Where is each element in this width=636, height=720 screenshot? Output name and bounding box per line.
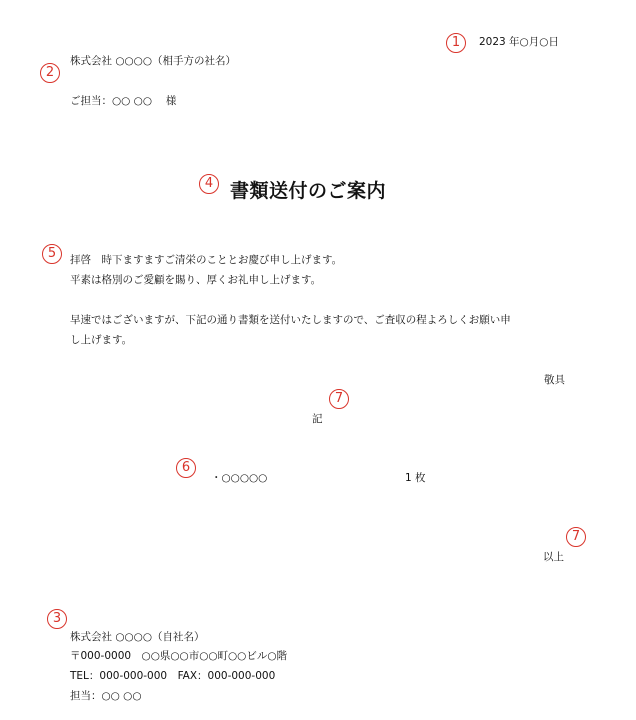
enclosed-item-quantity: 1 枚 [405,472,426,484]
main-line-2: し上げます。 [70,334,133,346]
main-line-1: 早速ではございますが、下記の通り書類を送付いたしますので、ご査収の程よろしくお願い申 [70,314,511,326]
marker-6: 6 [176,458,196,478]
marker-7-end: 7 [566,527,586,547]
greeting-line-1: 拝啓 時下ますますご清栄のこととお慶び申し上げます。 [70,254,343,266]
greeting-line-2: 平素は格別のご愛顧を賜り、厚くお礼申し上げます。 [70,274,322,286]
sender-contact: TEL：000-000-000 FAX：000-000-000 [70,670,276,682]
record-end: 以上 [543,551,564,563]
sender-address: 〒000-0000 ○○県○○市○○町○○ビル○階 [70,650,288,662]
sender-company: 株式会社 ○○○○（自社名） [70,631,205,643]
sender-person: 担当：○○ ○○ [70,690,142,702]
document-date: 2023 年○月○日 [479,36,559,48]
enclosed-item-name: ・○○○○○ [211,472,268,484]
marker-7-record: 7 [329,389,349,409]
marker-4: 4 [199,174,219,194]
marker-2: 2 [40,63,60,83]
marker-1: 1 [446,33,466,53]
marker-3: 3 [47,609,67,629]
closing-keigu: 敬具 [544,374,565,386]
recipient-company: 株式会社 ○○○○（相手方の社名） [70,55,236,67]
recipient-person: ご担当：○○ ○○ 様 [70,95,177,107]
document-title: 書類送付のご案内 [230,180,387,202]
record-heading: 記 [312,413,323,425]
marker-5: 5 [42,244,62,264]
